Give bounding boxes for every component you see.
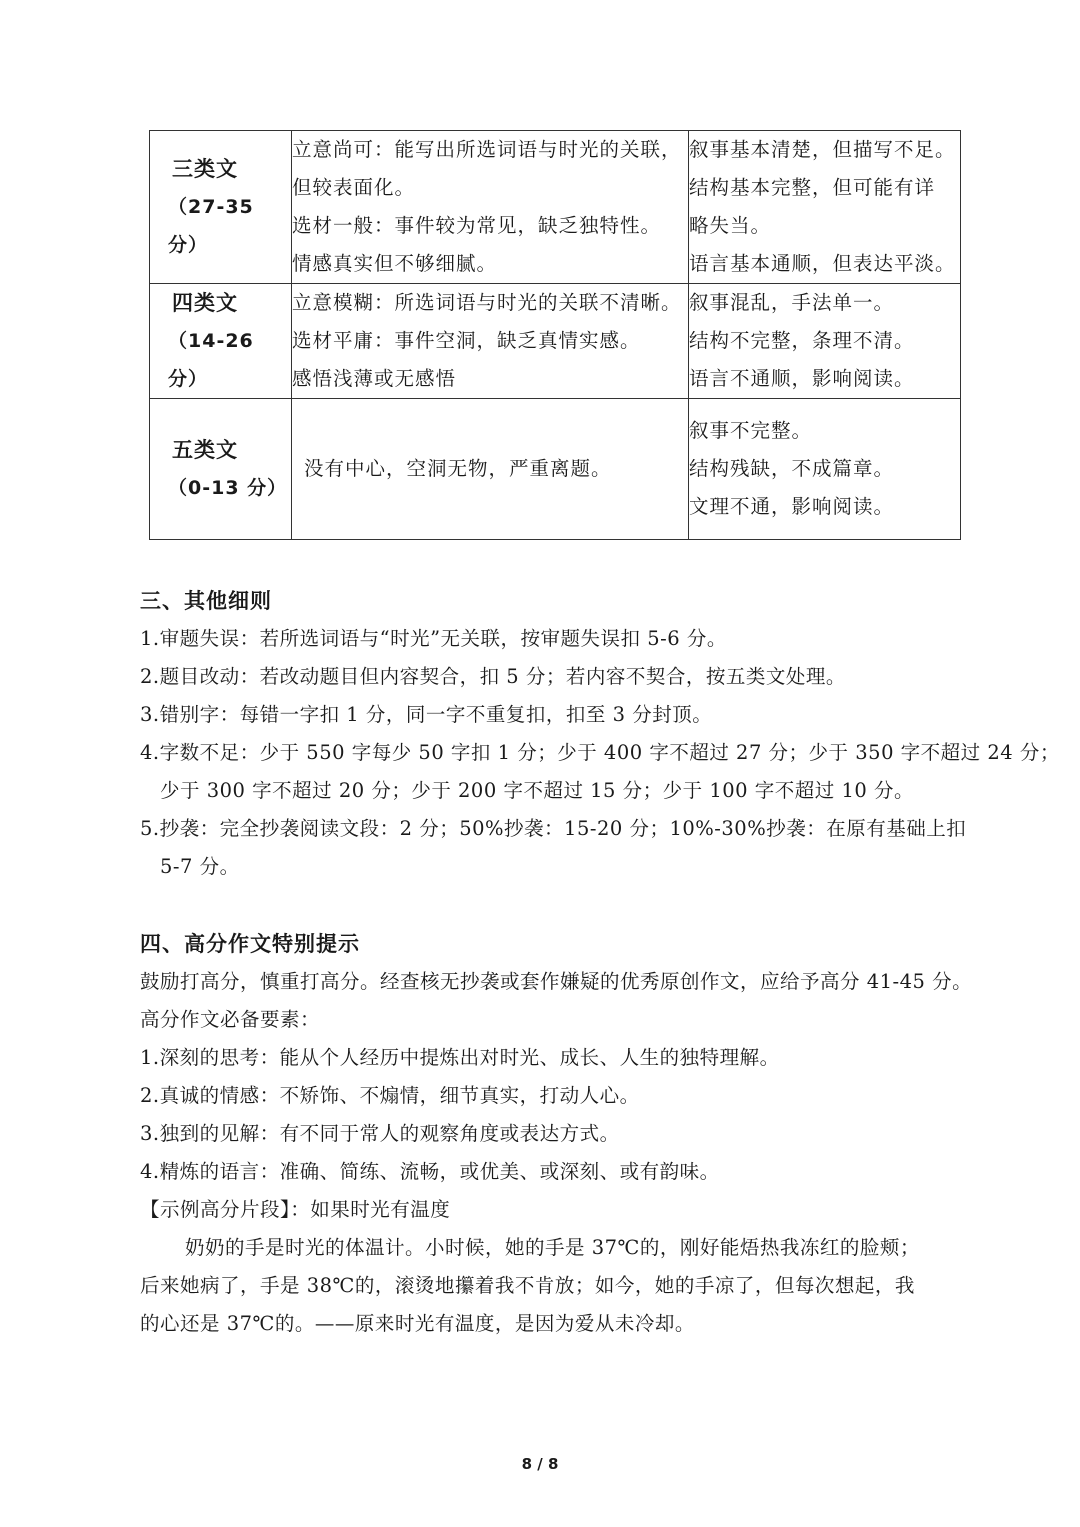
category-range: （14-26 分）: [168, 330, 254, 390]
element-item: 3.独到的见解：有不同于常人的观察角度或表达方式。: [140, 1122, 620, 1145]
table-row: [150, 131, 961, 284]
expression-cell: [689, 131, 961, 284]
expression-line: 叙事不完整。: [689, 419, 813, 442]
rule-item: 3.错别字：每错一字扣 1 分，同一字不重复扣，扣至 3 分封顶。: [140, 703, 713, 726]
category-cell: [150, 399, 292, 540]
content-cell: [292, 284, 689, 399]
rule-item: 1.审题失误：若所选词语与“时光”无关联，按审题失误扣 5-6 分。: [140, 627, 727, 650]
expression-line: 语言不通顺，影响阅读。: [689, 367, 915, 390]
expression-line: 结构残缺，不成篇章。: [689, 457, 895, 480]
table-row: [150, 399, 961, 540]
grading-table: [149, 130, 961, 540]
rule-item-continued: 5-7 分。: [160, 855, 240, 878]
expression-line: 略失当。: [689, 214, 772, 237]
element-item: 2.真诚的情感：不矫饰、不煽情，细节真实，打动人心。: [140, 1084, 640, 1107]
example-paragraph-line: 后来她病了，手是 38℃的，滚烫地攥着我不肯放；如今，她的手凉了，但每次想起，我: [140, 1274, 915, 1297]
section-other-rules: [140, 582, 1060, 886]
content-line: 选材平庸：事件空洞，缺乏真情实感。: [292, 329, 641, 352]
content-cell: [292, 131, 689, 284]
expression-line: 结构基本完整，但可能有详: [689, 176, 936, 199]
category-range: （0-13 分）: [168, 477, 288, 499]
expression-cell: [689, 399, 961, 540]
content-line: 选材一般：事件较为常见，缺乏独特性。: [292, 214, 662, 237]
table-row: [150, 284, 961, 399]
rule-item-continued: 少于 300 字不超过 20 分；少于 200 字不超过 15 分；少于 100 字不超过 10 分。: [160, 779, 914, 802]
example-paragraph-line: 的心还是 37℃的。——原来时光有温度，是因为爱从未冷却。: [140, 1312, 695, 1335]
expression-line: 叙事混乱，手法单一。: [689, 291, 895, 314]
example-label: 【示例高分片段】：如果时光有温度: [140, 1198, 451, 1221]
content-line: 情感真实但不够细腻。: [292, 252, 498, 275]
section-heading: 四、高分作文特别提示: [140, 932, 360, 956]
element-item: 4.精炼的语言：准确、简练、流畅，或优美、或深刻、或有韵味。: [140, 1160, 720, 1183]
section-high-score-tips: [140, 925, 1000, 1343]
expression-line: 文理不通，影响阅读。: [689, 495, 895, 518]
category-name: 四类文: [172, 290, 238, 315]
rule-item: 4.字数不足：少于 550 字每少 50 字扣 1 分；少于 400 字不超过 27 分；少于 350 字不超过 24 分；: [140, 741, 1060, 764]
elements-label: 高分作文必备要素：: [140, 1008, 321, 1031]
expression-cell: [689, 284, 961, 399]
intro-text: 鼓励打高分，慎重打高分。经查核无抄袭或套作嫌疑的优秀原创作文，应给予高分 41-45 分。: [140, 970, 973, 993]
content-line: 感悟浅薄或无感悟: [292, 367, 457, 390]
content-line: 立意模糊：所选词语与时光的关联不清晰。: [292, 291, 682, 314]
example-paragraph-line: 奶奶的手是时光的体温计。小时候，她的手是 37℃的，刚好能焐热我冻红的脸颊；: [185, 1236, 920, 1259]
content-line: 立意尚可：能写出所选词语与时光的关联，: [292, 138, 682, 161]
element-item: 1.深刻的思考：能从个人经历中提炼出对时光、成长、人生的独特理解。: [140, 1046, 780, 1069]
category-range: （27-35 分）: [168, 196, 254, 256]
category-name: 五类文: [172, 437, 238, 462]
expression-line: 叙事基本清楚，但描写不足。: [689, 138, 956, 161]
category-name: 三类文: [172, 156, 238, 181]
category-cell: [150, 284, 292, 399]
content-cell: [292, 399, 689, 540]
page-number: 8 / 8: [521, 1455, 559, 1473]
rule-item: 2.题目改动：若改动题目但内容契合，扣 5 分；若内容不契合，按五类文处理。: [140, 665, 846, 688]
expression-line: 结构不完整，条理不清。: [689, 329, 915, 352]
expression-line: 语言基本通顺，但表达平淡。: [689, 252, 956, 275]
category-cell: [150, 131, 292, 284]
content-line: 没有中心，空洞无物，严重离题。: [304, 457, 612, 480]
content-line: 但较表面化。: [292, 176, 416, 199]
rule-item: 5.抄袭：完全抄袭阅读文段：2 分；50%抄袭：15-20 分；10%-30%抄袭：在原有基础上扣: [140, 817, 967, 840]
section-heading: 三、其他细则: [140, 589, 272, 613]
